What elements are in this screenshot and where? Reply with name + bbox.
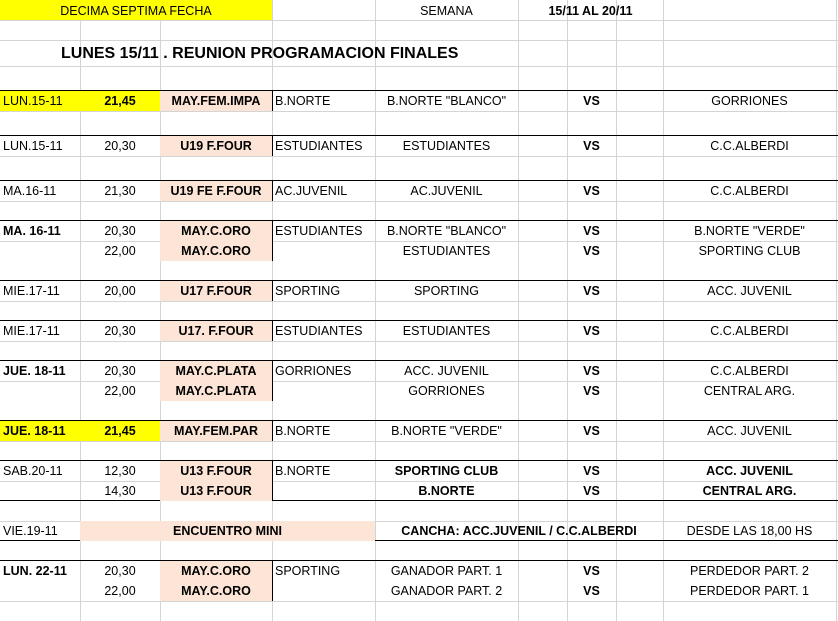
row-venue: B.NORTE xyxy=(275,94,331,108)
row-venue: AC.JUVENIL xyxy=(275,184,348,198)
row-time: 20,30 xyxy=(104,139,136,153)
gridline xyxy=(0,341,838,342)
row-away: C.C.ALBERDI xyxy=(710,324,789,338)
row-category: MAY.FEM.IMPA xyxy=(171,94,261,108)
row-vs: VS xyxy=(583,464,600,478)
row-category: MAY.C.PLATA xyxy=(175,364,257,378)
row-day xyxy=(0,241,80,261)
row-away: ACC. JUVENIL xyxy=(706,464,793,478)
row-time: 22,00 xyxy=(104,584,136,598)
row-category: U17 F.FOUR xyxy=(180,284,252,298)
row-venue xyxy=(272,241,375,261)
event-start: DESDE LAS 18,00 HS xyxy=(686,524,813,538)
page-title: LUNES 15/11 . REUNION PROGRAMACION FINALES xyxy=(61,45,459,62)
row-category: MAY.C.ORO xyxy=(181,584,251,598)
fixture-label: DECIMA SEPTIMA FECHA xyxy=(60,4,212,18)
row-venue: ESTUDIANTES xyxy=(275,139,363,153)
row-time: 20,30 xyxy=(104,564,136,578)
row-time: 21,30 xyxy=(104,184,136,198)
row-category: U19 F.FOUR xyxy=(180,139,252,153)
row-day: MA.16-11 xyxy=(3,184,57,198)
row-day: JUE. 18-11 xyxy=(3,364,66,378)
row-time: 21,45 xyxy=(104,424,136,438)
row-time: 21,45 xyxy=(104,94,136,108)
row-away: GORRIONES xyxy=(711,94,788,108)
row-venue: SPORTING xyxy=(275,284,341,298)
row-home: B.NORTE "BLANCO" xyxy=(386,224,507,238)
row-category: U19 FE F.FOUR xyxy=(170,184,262,198)
row-away: PERDEDOR PART. 2 xyxy=(689,564,809,578)
row-home: ESTUDIANTES xyxy=(402,244,491,258)
row-home: ESTUDIANTES xyxy=(402,324,491,338)
row-day xyxy=(0,381,80,401)
row-day: SAB.20-11 xyxy=(3,464,63,478)
row-category: MAY.C.PLATA xyxy=(175,384,257,398)
row-home: SPORTING xyxy=(413,284,480,298)
row-vs: VS xyxy=(583,484,600,498)
row-home: B.NORTE "BLANCO" xyxy=(386,94,507,108)
row-vs: VS xyxy=(583,244,600,258)
row-venue: SPORTING xyxy=(275,564,341,578)
row-venue: ESTUDIANTES xyxy=(275,224,363,238)
gridline xyxy=(0,201,838,202)
week-label: SEMANA xyxy=(420,4,473,18)
row-time: 22,00 xyxy=(104,384,136,398)
row-category: MAY.FEM.PAR xyxy=(173,424,259,438)
gridline xyxy=(0,40,838,41)
row-time: 14,30 xyxy=(104,484,136,498)
row-category: U13 F.FOUR xyxy=(180,464,252,478)
row-vs: VS xyxy=(583,564,600,578)
row-category: U17. F.FOUR xyxy=(178,324,254,338)
row-venue xyxy=(272,381,375,401)
row-time: 20,30 xyxy=(104,364,136,378)
row-vs: VS xyxy=(583,424,600,438)
gridline xyxy=(0,156,838,157)
row-home: GANADOR PART. 2 xyxy=(390,584,503,598)
gridline xyxy=(0,441,838,442)
row-home: ESTUDIANTES xyxy=(402,139,491,153)
row-home: GANADOR PART. 1 xyxy=(390,564,503,578)
row-venue: B.NORTE xyxy=(275,464,331,478)
row-vs: VS xyxy=(583,384,600,398)
gridline xyxy=(0,111,838,112)
week-range: 15/11 AL 20/11 xyxy=(548,4,633,18)
row-day: LUN. 22-11 xyxy=(3,564,67,578)
row-vs: VS xyxy=(583,94,600,108)
row-time: 12,30 xyxy=(104,464,136,478)
row-category: U13 F.FOUR xyxy=(180,484,252,498)
row-time: 22,00 xyxy=(104,244,136,258)
row-day: LUN.15-11 xyxy=(3,94,63,108)
event-name: ENCUENTRO MINI xyxy=(172,524,283,538)
row-vs: VS xyxy=(583,184,600,198)
row-time: 20,30 xyxy=(104,324,136,338)
row-home: B.NORTE "VERDE" xyxy=(391,424,502,438)
row-venue: B.NORTE xyxy=(275,424,331,438)
row-vs: VS xyxy=(583,139,600,153)
row-away: ACC. JUVENIL xyxy=(707,284,792,298)
row-home: AC.JUVENIL xyxy=(410,184,483,198)
row-category: MAY.C.ORO xyxy=(181,244,251,258)
row-venue xyxy=(272,581,375,601)
row-away: C.C.ALBERDI xyxy=(710,184,789,198)
gridline xyxy=(0,66,838,67)
gridline xyxy=(0,301,838,302)
row-vs: VS xyxy=(583,284,600,298)
row-away: C.C.ALBERDI xyxy=(710,139,789,153)
row-away: CENTRAL ARG. xyxy=(703,384,796,398)
row-day xyxy=(0,481,80,501)
row-home: SPORTING CLUB xyxy=(394,464,499,478)
row-vs: VS xyxy=(583,324,600,338)
row-day: VIE.19-11 xyxy=(3,524,58,538)
row-venue xyxy=(272,481,375,501)
row-away: ACC. JUVENIL xyxy=(707,424,792,438)
row-away: SPORTING CLUB xyxy=(698,244,801,258)
row-away: C.C.ALBERDI xyxy=(710,364,789,378)
row-venue: GORRIONES xyxy=(275,364,352,378)
row-time: 20,30 xyxy=(104,224,136,238)
row-venue: ESTUDIANTES xyxy=(275,324,363,338)
row-day: MIE.17-11 xyxy=(3,284,60,298)
row-vs: VS xyxy=(583,224,600,238)
row-time: 20,00 xyxy=(104,284,136,298)
row-day: MIE.17-11 xyxy=(3,324,60,338)
row-day xyxy=(0,581,80,601)
row-away: CENTRAL ARG. xyxy=(702,484,797,498)
row-vs: VS xyxy=(583,364,600,378)
event-court: CANCHA: ACC.JUVENIL / C.C.ALBERDI xyxy=(401,524,637,538)
row-away: PERDEDOR PART. 1 xyxy=(689,584,809,598)
row-category: MAY.C.ORO xyxy=(181,224,251,238)
row-home: GORRIONES xyxy=(408,384,485,398)
row-vs: VS xyxy=(583,584,600,598)
gridline xyxy=(0,601,838,602)
row-home: ACC. JUVENIL xyxy=(404,364,489,378)
row-away: B.NORTE "VERDE" xyxy=(694,224,805,238)
gridline xyxy=(836,0,837,621)
row-day: MA. 16-11 xyxy=(3,224,61,238)
row-day: JUE. 18-11 xyxy=(3,424,66,438)
row-category: MAY.C.ORO xyxy=(181,564,251,578)
row-home: B.NORTE xyxy=(418,484,475,498)
row-day: LUN.15-11 xyxy=(3,139,63,153)
